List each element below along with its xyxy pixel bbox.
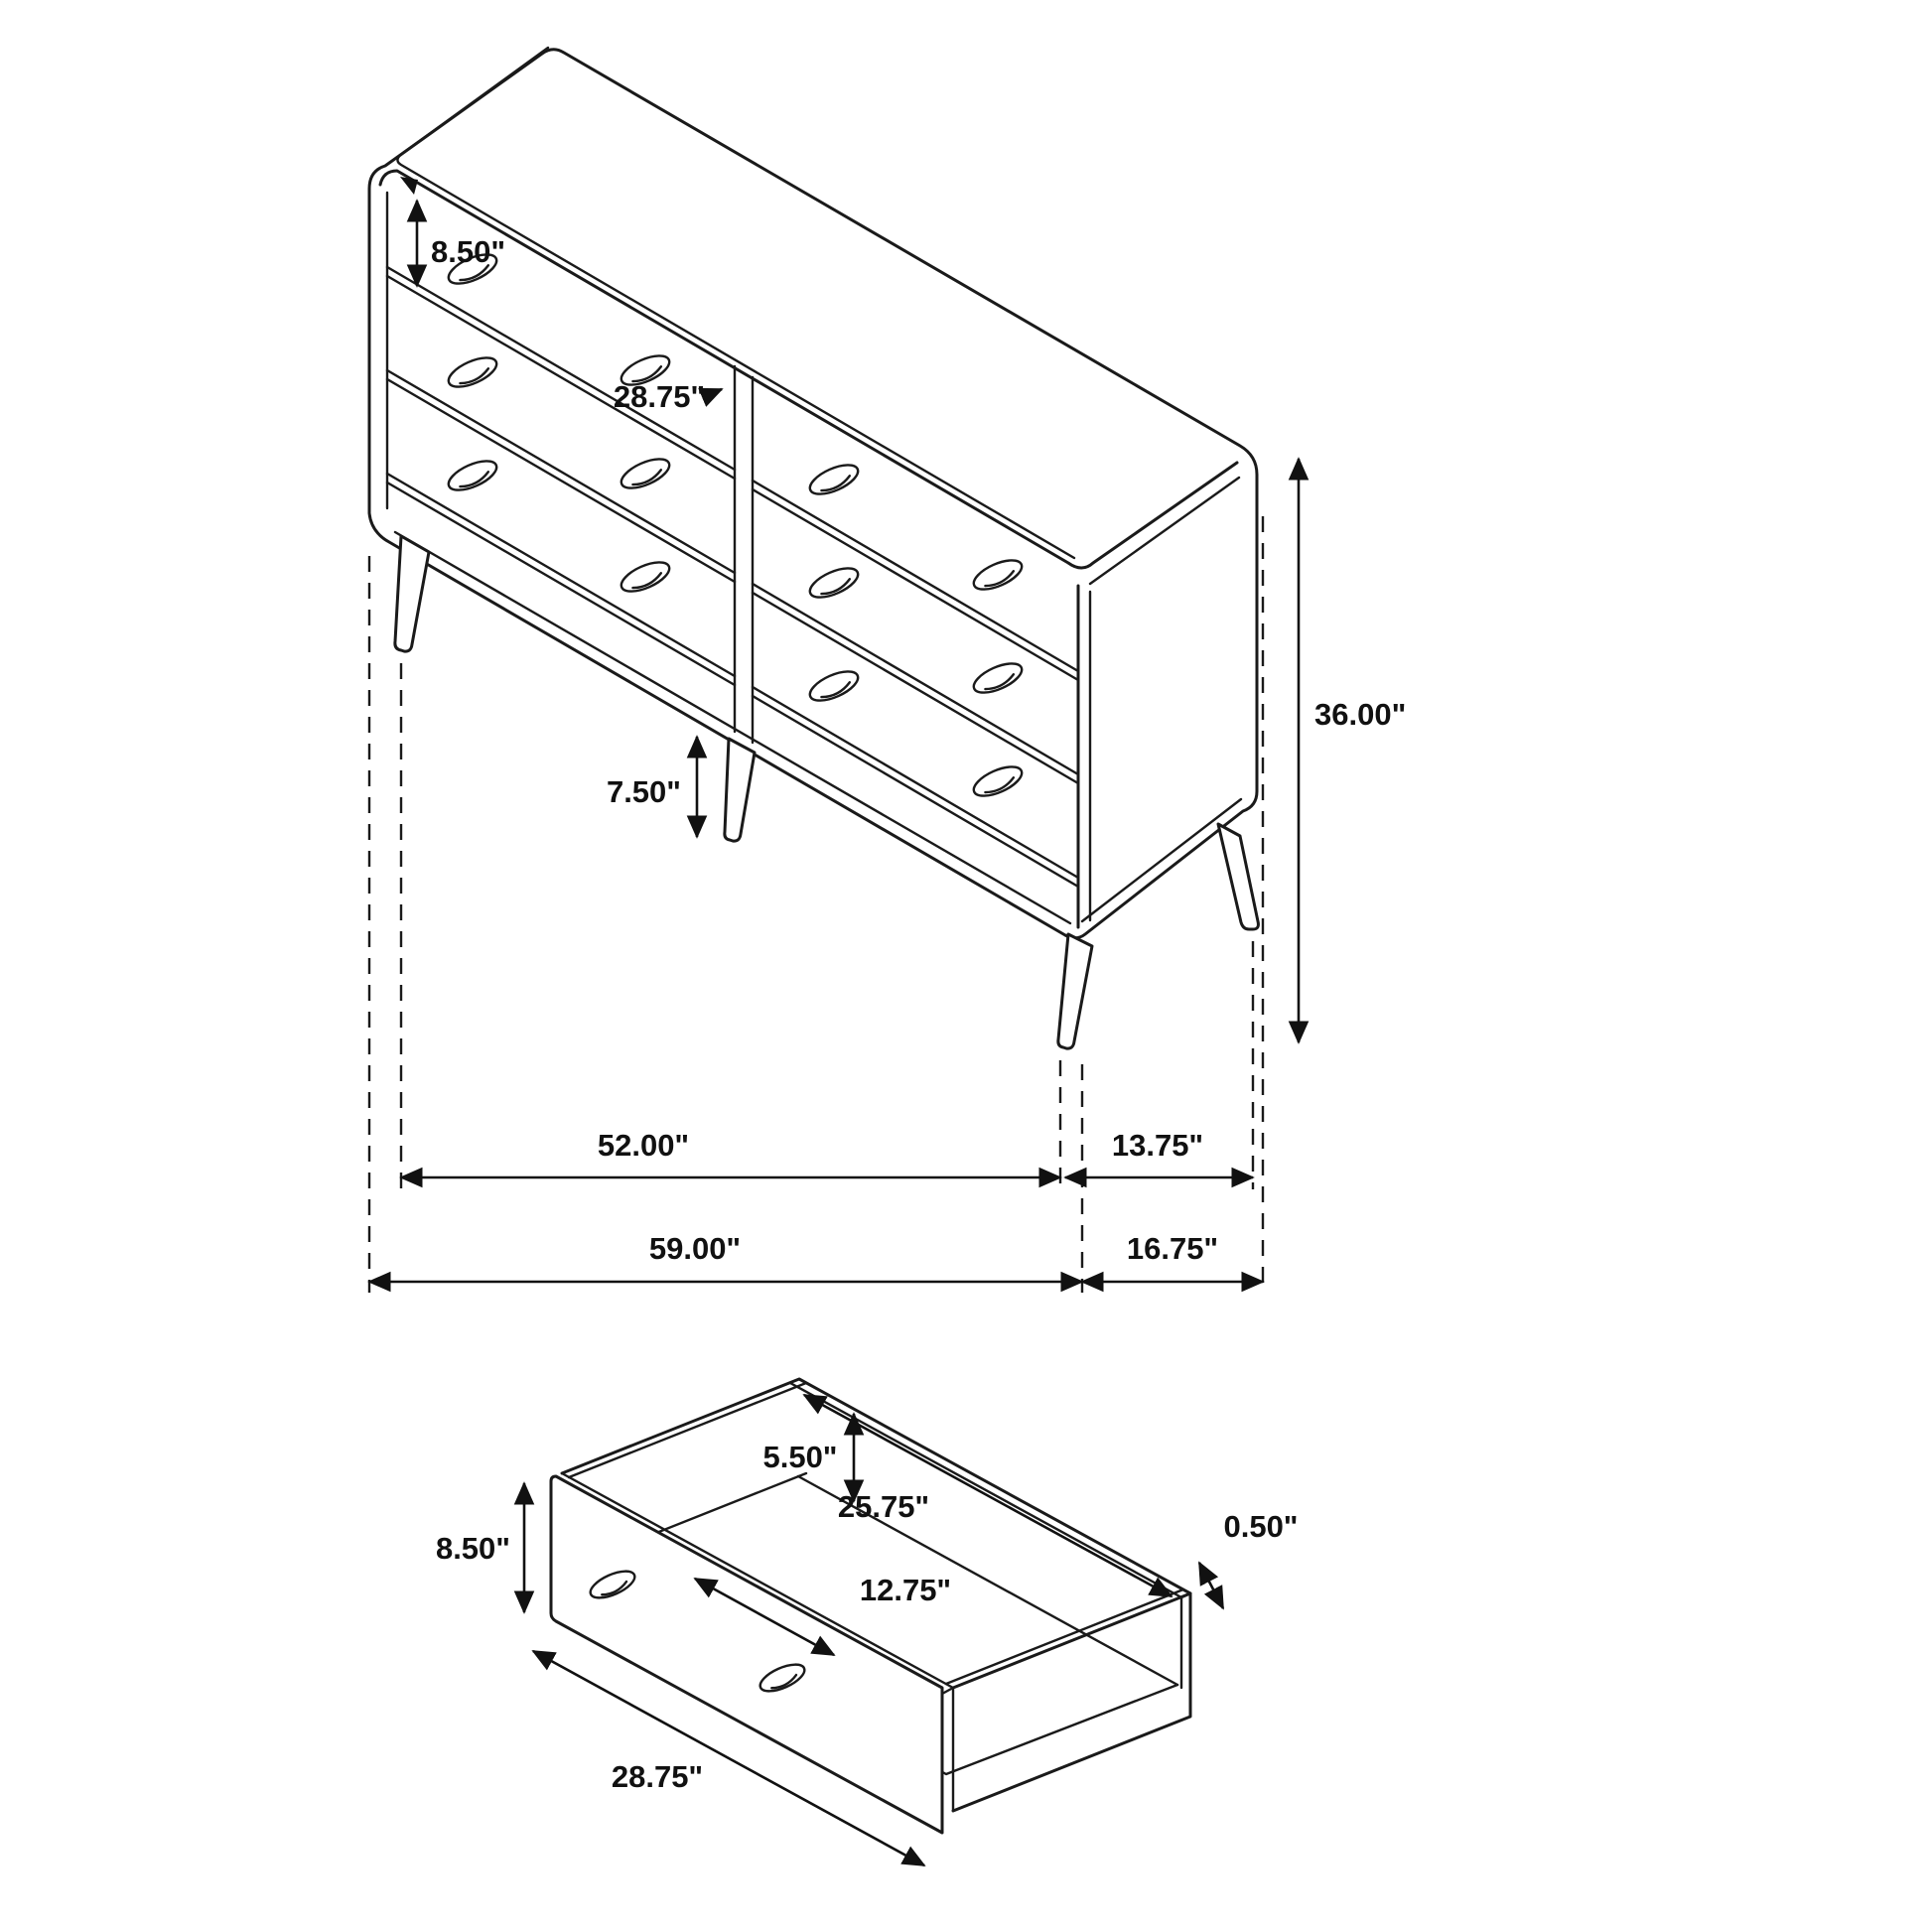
dim-leg-span-depth-label: 13.75"	[1111, 1128, 1204, 1163]
dim-drawer-width-label: 28.75"	[613, 379, 706, 414]
dim-total-width	[369, 1231, 1082, 1282]
dresser-leg	[1218, 824, 1258, 929]
dim-wall-thickness	[1199, 1509, 1299, 1608]
dim-front-height	[436, 1483, 524, 1612]
drawer-dimensions	[436, 1395, 1299, 1865]
dim-wall-thickness-label: 0.50"	[1223, 1509, 1299, 1544]
dim-total-height	[1299, 459, 1406, 1042]
dim-interior-width-label: 25.75"	[837, 1489, 930, 1524]
drawer-figure	[436, 1379, 1299, 1865]
dim-interior-height-label: 5.50"	[762, 1440, 838, 1474]
dim-interior-depth-label: 12.75"	[859, 1573, 952, 1607]
dim-interior-width	[804, 1395, 1172, 1596]
dim-total-depth-label: 16.75"	[1126, 1231, 1219, 1266]
dim-drawer-height-label: 8.50"	[431, 234, 506, 269]
dim-leg-span-depth	[1065, 1128, 1253, 1177]
dim-leg-height	[607, 737, 697, 837]
dresser-leg	[395, 536, 429, 651]
dresser-leg	[725, 739, 755, 841]
dim-total-width-label: 59.00"	[648, 1231, 742, 1266]
dim-leg-span-width	[401, 1128, 1060, 1177]
dresser-figure	[369, 48, 1406, 1293]
dim-total-height-label: 36.00"	[1314, 697, 1407, 732]
dresser-leg	[1058, 934, 1092, 1048]
dim-total-depth	[1082, 1231, 1263, 1282]
dim-leg-height-label: 7.50"	[606, 774, 681, 809]
dim-leg-span-width-label: 52.00"	[597, 1128, 690, 1163]
dim-interior-height	[762, 1414, 854, 1501]
dim-front-height-label: 8.50"	[435, 1531, 510, 1566]
dim-front-width-label: 28.75"	[611, 1759, 704, 1794]
